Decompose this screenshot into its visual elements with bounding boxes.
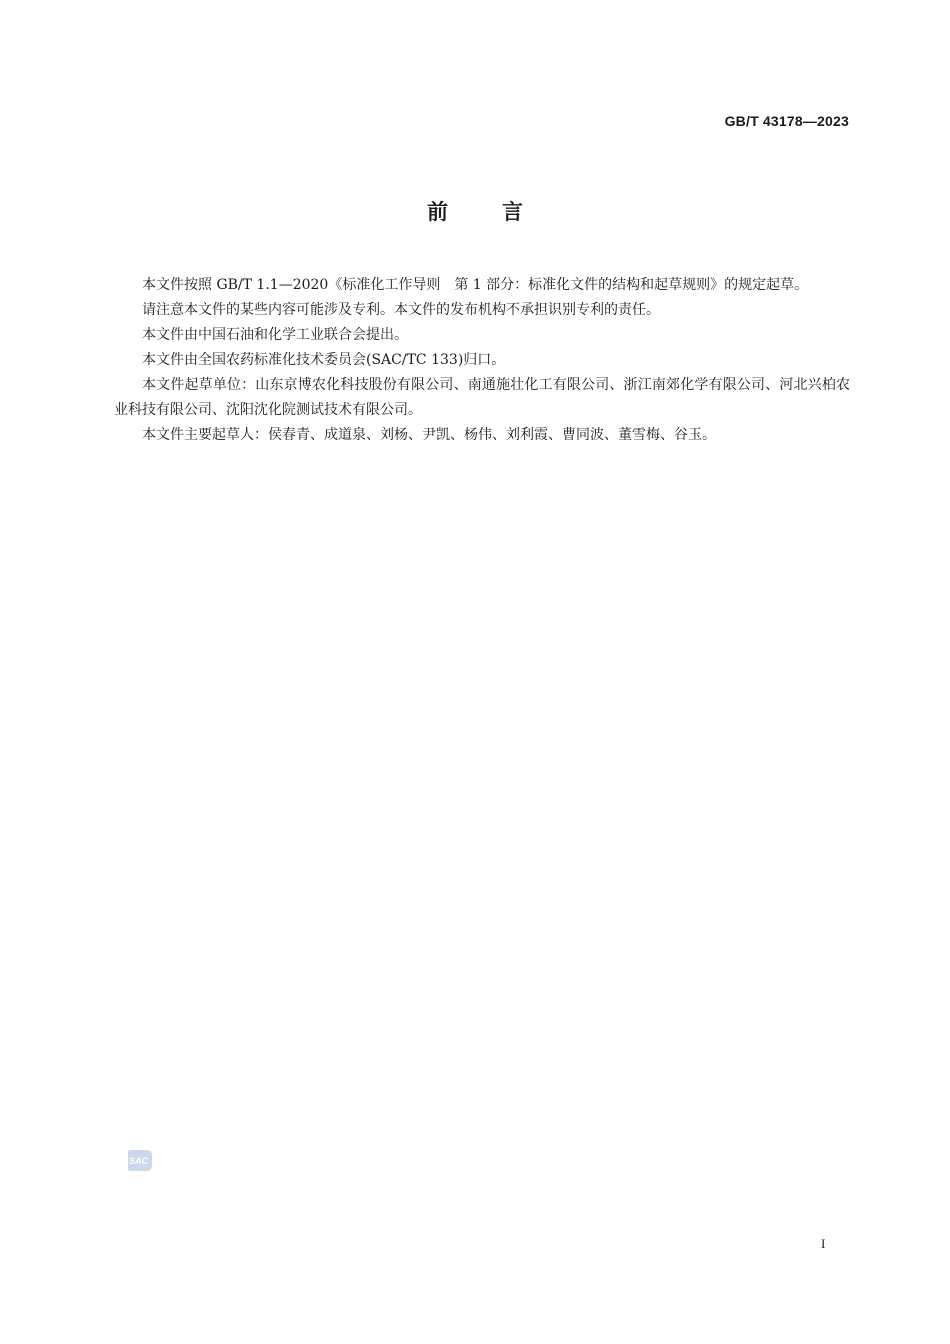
paragraph-technical-committee: 本文件由全国农药标准化技术委员会(SAC/TC 133)归口。	[142, 352, 506, 368]
page-title-part1: 前	[427, 200, 448, 224]
paragraph-patent-notice: 请注意本文件的某些内容可能涉及专利。本文件的发布机构不承担识别专利的责任。	[142, 302, 660, 318]
foreword-body	[114, 273, 850, 448]
page-title-part2: 言	[502, 200, 523, 224]
page-number: I	[821, 1236, 826, 1251]
paragraph-drafters: 本文件主要起草人：侯春青、成道泉、刘杨、尹凯、杨伟、刘利霞、曹同波、董雪梅、谷玉。	[142, 427, 716, 443]
paragraph-drafting-rules: 本文件按照 GB/T 1.1—2020《标准化工作导则 第 1 部分：标准化文件的结构和起草规则》的规定起草。	[142, 277, 809, 293]
paragraph-drafting-units: 本文件起草单位：山东京博农化科技股份有限公司、南通施壮化工有限公司、浙江南郊化学有限公司、河北兴柏农业科技有限公司、沈阳沈化院测试技术有限公司。	[114, 377, 850, 418]
document-code: GB/T 43178—2023	[724, 113, 849, 129]
paragraph-proposer: 本文件由中国石油和化学工业联合会提出。	[142, 327, 408, 343]
sac-watermark-logo	[127, 1148, 153, 1173]
svg-text:SAC: SAC	[129, 1156, 149, 1166]
page-title	[0, 196, 950, 226]
